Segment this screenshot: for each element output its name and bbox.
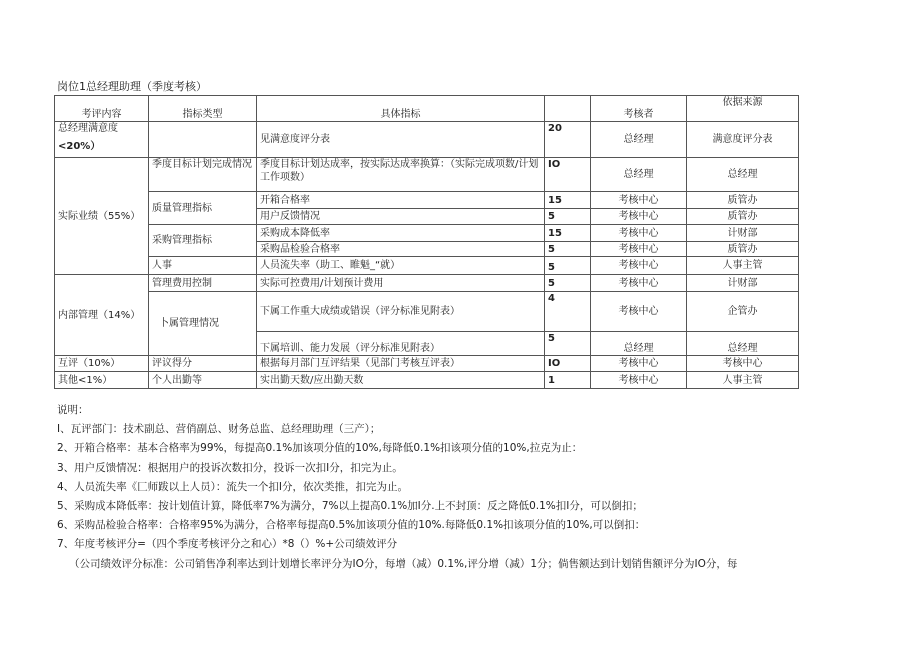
- source-cell: 计财部: [687, 275, 799, 292]
- type-cell: 人事: [149, 257, 257, 275]
- assessor-cell: 考核中心: [591, 356, 687, 372]
- type-cell: 季度目标计划完成情况: [149, 158, 257, 192]
- note-line: 4、人员流失率《匚师跋以上人员）：流失一个扣I分，依次类推，扣完为止。: [57, 480, 409, 493]
- content-weight: <20%）: [58, 141, 101, 152]
- score-cell: 20: [545, 122, 591, 158]
- header-cell: 指标类型: [149, 96, 257, 122]
- indicator-cell: 开箱合格率: [257, 192, 545, 209]
- table-row: [55, 225, 799, 242]
- score-cell: IO: [545, 158, 591, 192]
- document-title: 岗位1总经理助理（季度考核）: [57, 80, 207, 93]
- source-cell: 企管办: [687, 292, 799, 332]
- score-cell: 1: [545, 372, 591, 389]
- indicator-cell: 用户反馈情况: [257, 209, 545, 225]
- note-line: 3、用户反馈情况：根据用户的投诉次数扣分，投诉一次扣I分，扣完为止。: [57, 461, 403, 474]
- assessor-cell: 考核中心: [591, 372, 687, 389]
- content-cell: 内部管理（14%）: [55, 275, 149, 356]
- table-row: [55, 257, 799, 275]
- table-row: [55, 192, 799, 209]
- header-cell: 考核者: [591, 96, 687, 122]
- source-cell: 计财部: [687, 225, 799, 242]
- score-cell: 5: [545, 242, 591, 257]
- indicator-cell: 季度目标计划达成率，按实际达成率换算：（实际完成项数/计划工作项数）: [257, 158, 545, 192]
- content-cell: [55, 122, 149, 158]
- indicator-cell: 采购品检验合格率: [257, 242, 545, 257]
- source-cell: 满意度评分表: [687, 122, 799, 158]
- score-cell: 15: [545, 192, 591, 209]
- source-cell: 总经理: [687, 332, 799, 356]
- note-line: 6、采购品检验合格率：合格率95%为满分，合格率每提高0.5%加该项分值的10%.每降低0.1%扣该项分值的10%,可以倒扣：: [57, 519, 646, 532]
- table-row: [55, 158, 799, 192]
- note-line: 2、开箱合格率：基本合格率为99%，每提高0.1%加该项分值的10%,每降低0.1%扣该项分值的10%,拉克为止：: [57, 442, 583, 455]
- score-cell: IO: [545, 356, 591, 372]
- assessor-cell: 考核中心: [591, 209, 687, 225]
- type-cell: [149, 122, 257, 158]
- notes-heading: 说明：: [57, 404, 89, 416]
- indicator-cell: 采购成本降低率: [257, 225, 545, 242]
- score-cell: 5: [545, 275, 591, 292]
- note-line: I、瓦评部门：技术副总、营俏副总、财务总监、总经理助理（三产）；: [57, 423, 381, 436]
- score-cell: 4: [545, 292, 591, 332]
- indicator-cell: 实出勤天数/应出勤天数: [257, 372, 545, 389]
- indicator-cell: 人员流失率（助工、睢魁_“就）: [257, 257, 545, 275]
- note-line: 5、采购成本降低率：按计划值计算，降低率7%为满分，7%以上提高0.1%加I分.上不封顶：反之降低0.1%扣I分，可以倒扣；: [57, 499, 643, 512]
- source-cell: 总经理: [687, 158, 799, 192]
- assessor-cell: 考核中心: [591, 242, 687, 257]
- type-cell: 采购管理指标: [149, 225, 257, 257]
- header-cell: 具体指标: [257, 96, 545, 122]
- type-cell: 个人出勤等: [149, 372, 257, 389]
- assessor-cell: 总经理: [591, 122, 687, 158]
- header-cell: [545, 96, 591, 122]
- score-cell: 15: [545, 225, 591, 242]
- note-line: 7、年度考核评分=（四个季度考核评分之和心）*8（）%+公司绩效评分: [57, 538, 398, 551]
- score-cell: 5: [545, 332, 591, 356]
- table-row: [55, 122, 799, 158]
- table-row: [55, 372, 799, 389]
- source-cell: 质管办: [687, 192, 799, 209]
- assessor-cell: 考核中心: [591, 257, 687, 275]
- indicator-cell: 实际可控费用/计划预计费用: [257, 275, 545, 292]
- type-cell: 质量管理指标: [149, 192, 257, 225]
- source-cell: 质管办: [687, 242, 799, 257]
- content-cell: 其他<1%）: [55, 372, 149, 389]
- indicator-cell: 根据每月部门互评结果（见部门考核互评表）: [257, 356, 545, 372]
- assessor-cell: 考核中心: [591, 275, 687, 292]
- table-row: [55, 356, 799, 372]
- source-cell: 人事主管: [687, 372, 799, 389]
- assessor-cell: 总经理: [591, 158, 687, 192]
- indicator-cell: 见满意度评分表: [257, 122, 545, 158]
- notes-section: [57, 401, 877, 574]
- assessor-cell: 总经理: [591, 332, 687, 356]
- content-text: 总经理满意度: [58, 123, 118, 134]
- header-cell: 考评内容: [55, 96, 149, 122]
- assessment-table: [54, 95, 799, 389]
- type-cell: 卜属管理情况: [149, 292, 257, 356]
- content-cell: 实际业绩（55%）: [55, 158, 149, 275]
- source-cell: 质管办: [687, 209, 799, 225]
- source-cell: 考核中心: [687, 356, 799, 372]
- source-cell: 人事主管: [687, 257, 799, 275]
- assessor-cell: 考核中心: [591, 292, 687, 332]
- type-cell: 评议得分: [149, 356, 257, 372]
- header-cell: 依据来源: [687, 96, 799, 122]
- content-cell: 互评（10%）: [55, 356, 149, 372]
- assessor-cell: 考核中心: [591, 225, 687, 242]
- note-line: （公司绩效评分标准：公司销售净利率达到计划增长率评分为IO分，每增（减）0.1%,评分增（减）1分；倘售额达到计划销售额评分为IO分，每: [69, 557, 738, 570]
- score-cell: 5: [545, 257, 591, 275]
- indicator-cell: 下属培训、能力发展（评分标准见附表）: [257, 332, 545, 356]
- header-row: [55, 96, 799, 122]
- table-row: [55, 275, 799, 292]
- assessor-cell: 考核中心: [591, 192, 687, 209]
- indicator-cell: 下属工作重大成绩或错误（评分标准见附表）: [257, 292, 545, 332]
- table-row: [55, 292, 799, 332]
- score-cell: 5: [545, 209, 591, 225]
- type-cell: 管理费用控制: [149, 275, 257, 292]
